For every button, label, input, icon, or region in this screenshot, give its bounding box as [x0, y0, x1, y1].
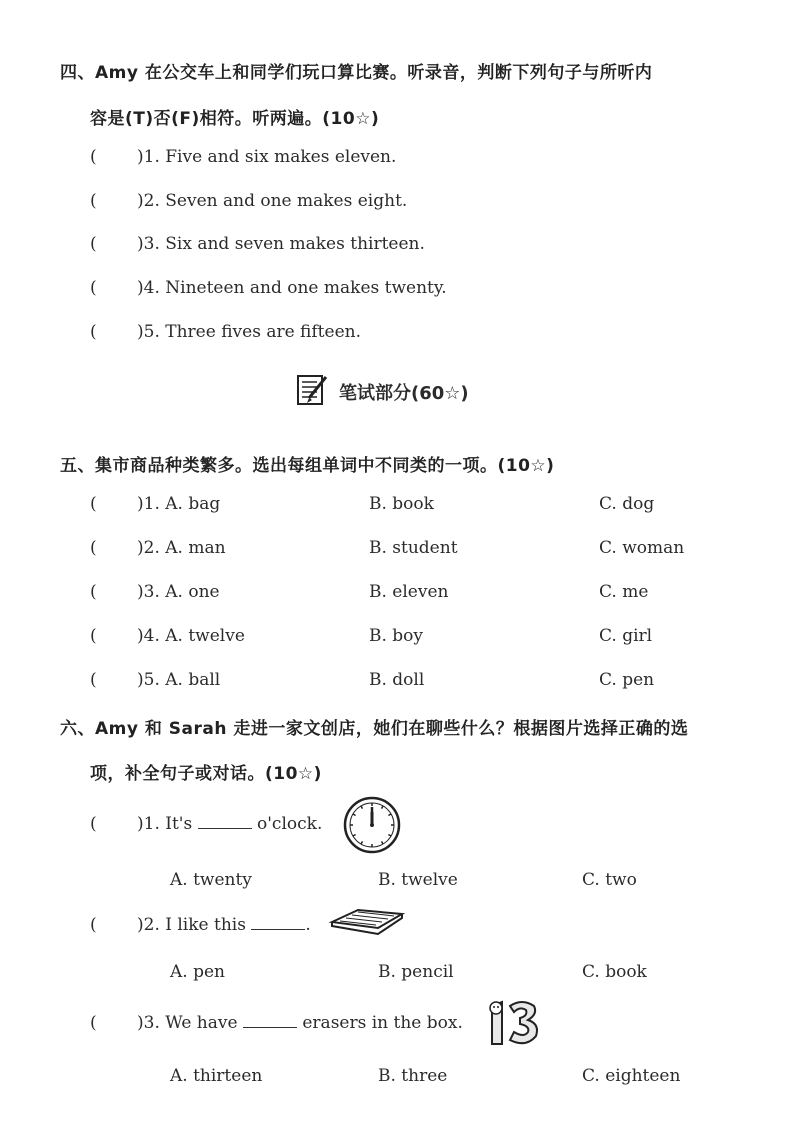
section6-heading-line2: 项，补全句子或对话。(10☆) — [90, 764, 322, 784]
book-icon — [328, 904, 406, 944]
question-text: )5. Three fives are fifteen. — [137, 322, 361, 342]
question-text: )1. Five and six makes eleven. — [137, 147, 397, 167]
option-a: )5. A. ball — [137, 670, 221, 690]
number-13-icon — [478, 998, 546, 1054]
answer-paren[interactable]: ( — [90, 322, 97, 342]
answer-paren[interactable]: ( — [90, 278, 97, 298]
option-c: C. dog — [599, 494, 655, 514]
option-b: B. pencil — [378, 962, 454, 982]
section4-heading-line1: 四、Amy 在公交车上和同学们玩口算比赛。听录音，判断下列句子与所听内 — [60, 63, 653, 83]
answer-paren[interactable]: ( — [90, 147, 97, 167]
answer-paren[interactable]: ( — [90, 814, 97, 834]
option-b: B. boy — [369, 626, 424, 646]
question-post: o'clock. — [257, 814, 323, 834]
answer-paren[interactable]: ( — [90, 626, 97, 646]
option-b: B. doll — [369, 670, 425, 690]
question-pre: )2. I like this — [137, 915, 246, 935]
option-c: C. eighteen — [582, 1066, 681, 1086]
answer-blank[interactable] — [198, 814, 252, 829]
answer-paren[interactable]: ( — [90, 1013, 97, 1033]
section4-heading-line2: 容是(T)否(F)相符。听两遍。(10☆) — [90, 109, 380, 129]
clock-icon — [343, 796, 401, 858]
answer-blank[interactable] — [243, 1013, 297, 1028]
question-text — [137, 1013, 463, 1033]
option-b: B. three — [378, 1066, 448, 1086]
answer-paren[interactable]: ( — [90, 494, 97, 514]
option-a: )1. A. bag — [137, 494, 221, 514]
answer-paren[interactable]: ( — [90, 234, 97, 254]
option-a: A. thirteen — [170, 1066, 263, 1086]
question-post: . — [305, 915, 311, 935]
option-b: B. twelve — [378, 870, 458, 890]
section5-heading: 五、集市商品种类繁多。选出每组单词中不同类的一项。(10☆) — [60, 456, 555, 476]
option-b: B. student — [369, 538, 458, 558]
question-text: )2. Seven and one makes eight. — [137, 191, 408, 211]
option-b: B. book — [369, 494, 434, 514]
answer-paren[interactable]: ( — [90, 191, 97, 211]
question-text: )3. Six and seven makes thirteen. — [137, 234, 425, 254]
option-a: )4. A. twelve — [137, 626, 245, 646]
option-a: A. twenty — [170, 870, 252, 890]
option-c: C. pen — [599, 670, 655, 690]
option-a: )3. A. one — [137, 582, 220, 602]
option-c: C. me — [599, 582, 649, 602]
option-a: A. pen — [170, 962, 225, 982]
question-text — [137, 814, 322, 834]
option-c: C. book — [582, 962, 647, 982]
answer-paren[interactable]: ( — [90, 582, 97, 602]
question-text — [137, 915, 311, 935]
written-section-divider — [295, 372, 469, 412]
question-text: )4. Nineteen and one makes twenty. — [137, 278, 447, 298]
option-c: C. two — [582, 870, 637, 890]
notebook-pencil-icon — [295, 372, 331, 412]
option-c: C. woman — [599, 538, 685, 558]
option-c: C. girl — [599, 626, 653, 646]
answer-paren[interactable]: ( — [90, 915, 97, 935]
section6-heading-line1: 六、Amy 和 Sarah 走进一家文创店，她们在聊些什么？根据图片选择正确的选 — [60, 719, 689, 739]
answer-paren[interactable]: ( — [90, 538, 97, 558]
question-pre: )1. It's — [137, 814, 193, 834]
written-section-label: 笔试部分(60☆) — [339, 383, 469, 404]
question-post: erasers in the box. — [302, 1013, 463, 1033]
option-a: )2. A. man — [137, 538, 226, 558]
option-b: B. eleven — [369, 582, 449, 602]
question-pre: )3. We have — [137, 1013, 238, 1033]
answer-paren[interactable]: ( — [90, 670, 97, 690]
answer-blank[interactable] — [251, 915, 305, 930]
